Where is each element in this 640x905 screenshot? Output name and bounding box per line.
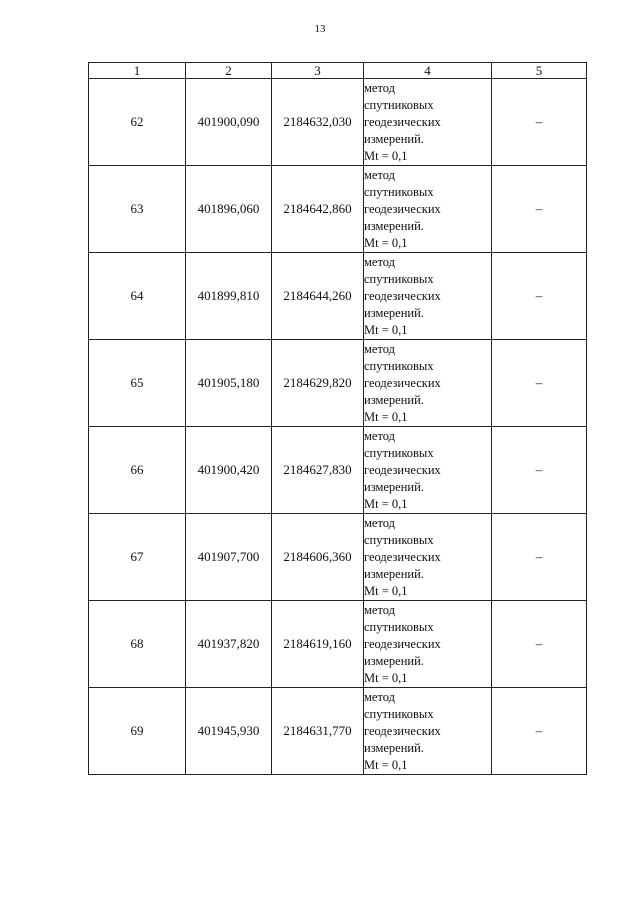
x-coordinate-cell: 401896,060 <box>186 166 272 253</box>
method-line: спутниковых <box>364 97 434 112</box>
method-line: метод <box>364 80 396 95</box>
table-row <box>89 79 587 166</box>
method-line: геодезических <box>364 114 441 129</box>
method-line: геодезических <box>364 375 441 390</box>
y-coordinate-cell: 2184627,830 <box>272 427 364 514</box>
x-coordinate-cell: 401899,810 <box>186 253 272 340</box>
point-number-cell: 68 <box>89 601 186 688</box>
coordinates-table <box>88 62 587 775</box>
method-line: измерений. <box>364 566 424 581</box>
method-line: Mt = 0,1 <box>364 583 408 598</box>
method-line: Mt = 0,1 <box>364 757 408 772</box>
method-line: измерений. <box>364 479 424 494</box>
y-coordinate-cell: 2184632,030 <box>272 79 364 166</box>
method-line: геодезических <box>364 636 441 651</box>
method-line: спутниковых <box>364 271 434 286</box>
x-coordinate-cell: 401905,180 <box>186 340 272 427</box>
point-number-cell: 62 <box>89 79 186 166</box>
header-row <box>89 63 587 79</box>
y-coordinate-cell: 2184606,360 <box>272 514 364 601</box>
table-row <box>89 427 587 514</box>
table-row <box>89 166 587 253</box>
method-line: метод <box>364 689 396 704</box>
method-line: геодезических <box>364 201 441 216</box>
method-cell <box>364 166 492 253</box>
method-cell <box>364 427 492 514</box>
method-line: Mt = 0,1 <box>364 322 408 337</box>
header-col-4: 4 <box>364 63 492 79</box>
method-line: Mt = 0,1 <box>364 148 408 163</box>
method-line: Mt = 0,1 <box>364 235 408 250</box>
point-number-cell: 65 <box>89 340 186 427</box>
x-coordinate-cell: 401900,090 <box>186 79 272 166</box>
x-coordinate-cell: 401907,700 <box>186 514 272 601</box>
column-5-cell: – <box>492 340 587 427</box>
method-line: спутниковых <box>364 358 434 373</box>
column-5-cell: – <box>492 601 587 688</box>
method-line: геодезических <box>364 549 441 564</box>
table-row <box>89 253 587 340</box>
page-number: 13 <box>314 23 326 35</box>
table-row <box>89 601 587 688</box>
x-coordinate-cell: 401937,820 <box>186 601 272 688</box>
header-col-3: 3 <box>272 63 364 79</box>
header-col-1: 1 <box>89 63 186 79</box>
method-line: метод <box>364 167 396 182</box>
method-line: метод <box>364 341 396 356</box>
y-coordinate-cell: 2184631,770 <box>272 688 364 775</box>
column-5-cell: – <box>492 253 587 340</box>
method-cell <box>364 514 492 601</box>
method-cell <box>364 340 492 427</box>
column-5-cell: – <box>492 688 587 775</box>
method-cell <box>364 601 492 688</box>
method-line: измерений. <box>364 740 424 755</box>
point-number-cell: 64 <box>89 253 186 340</box>
method-line: геодезических <box>364 723 441 738</box>
method-line: спутниковых <box>364 445 434 460</box>
method-line: Mt = 0,1 <box>364 409 408 424</box>
column-5-cell: – <box>492 79 587 166</box>
header-col-2: 2 <box>186 63 272 79</box>
method-line: Mt = 0,1 <box>364 496 408 511</box>
x-coordinate-cell: 401945,930 <box>186 688 272 775</box>
table-header <box>89 63 587 79</box>
x-coordinate-cell: 401900,420 <box>186 427 272 514</box>
table-body <box>89 79 587 775</box>
method-line: метод <box>364 428 396 443</box>
method-line: спутниковых <box>364 619 434 634</box>
point-number-cell: 67 <box>89 514 186 601</box>
method-line: геодезических <box>364 462 441 477</box>
method-cell <box>364 79 492 166</box>
method-line: спутниковых <box>364 706 434 721</box>
y-coordinate-cell: 2184644,260 <box>272 253 364 340</box>
method-line: спутниковых <box>364 184 434 199</box>
method-line: измерений. <box>364 653 424 668</box>
table-row <box>89 340 587 427</box>
y-coordinate-cell: 2184629,820 <box>272 340 364 427</box>
method-line: спутниковых <box>364 532 434 547</box>
method-line: Mt = 0,1 <box>364 670 408 685</box>
table-row <box>89 514 587 601</box>
method-cell <box>364 688 492 775</box>
column-5-cell: – <box>492 514 587 601</box>
header-col-5: 5 <box>492 63 587 79</box>
method-line: метод <box>364 602 396 617</box>
method-line: измерений. <box>364 392 424 407</box>
method-line: метод <box>364 515 396 530</box>
table-row <box>89 688 587 775</box>
column-5-cell: – <box>492 427 587 514</box>
method-line: измерений. <box>364 131 424 146</box>
method-line: метод <box>364 254 396 269</box>
y-coordinate-cell: 2184642,860 <box>272 166 364 253</box>
point-number-cell: 63 <box>89 166 186 253</box>
column-5-cell: – <box>492 166 587 253</box>
y-coordinate-cell: 2184619,160 <box>272 601 364 688</box>
method-line: геодезических <box>364 288 441 303</box>
method-cell <box>364 253 492 340</box>
point-number-cell: 66 <box>89 427 186 514</box>
method-line: измерений. <box>364 305 424 320</box>
method-line: измерений. <box>364 218 424 233</box>
point-number-cell: 69 <box>89 688 186 775</box>
